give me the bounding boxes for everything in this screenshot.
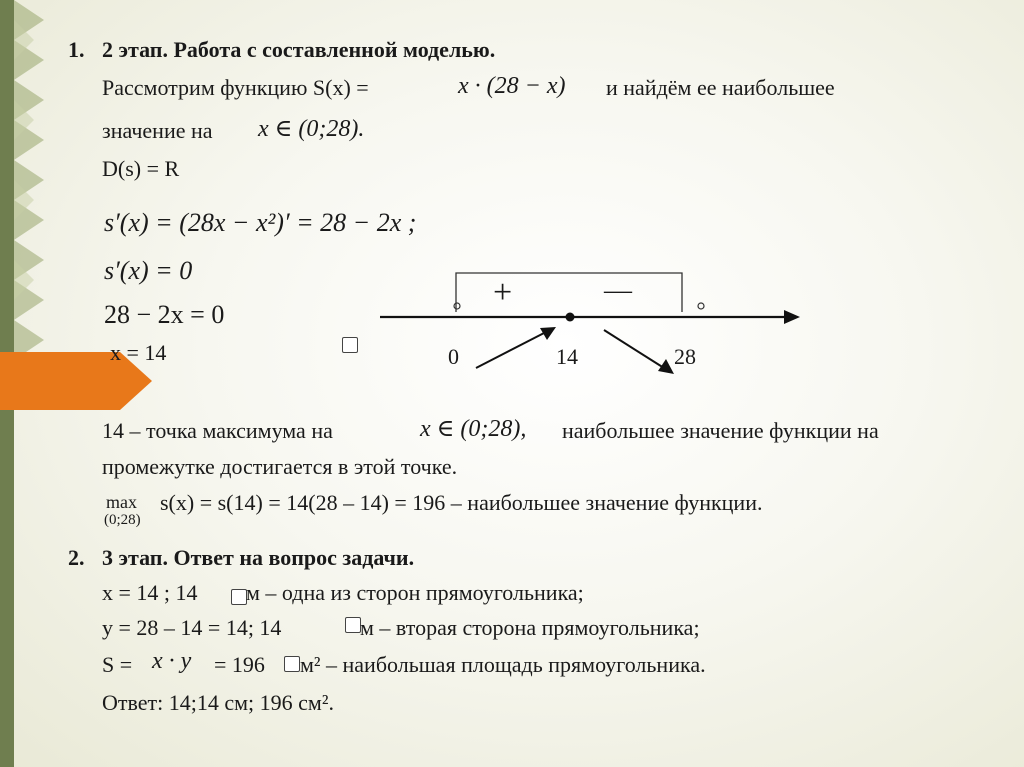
missing-glyph-box (345, 617, 361, 633)
x-value-line: x = 14 (110, 340, 167, 365)
max-text-prefix: 14 – точка максимума на (102, 418, 333, 443)
function-expression: x · (28 − x) (458, 73, 566, 99)
missing-glyph-box (284, 656, 300, 672)
stage2-heading: 2 этап. Работа с составленной моделью. (102, 37, 496, 62)
domain-line: D(s) = R (102, 156, 180, 181)
tick-label-14: 14 (556, 344, 578, 369)
max-interval: x ∈ (0;28), (420, 416, 527, 442)
area-expression: x · y (152, 648, 192, 674)
final-answer: Ответ: 14;14 см; 196 см². (102, 690, 334, 715)
interval-expression: x ∈ (0;28). (258, 116, 365, 142)
item-number-1: 1. (68, 37, 85, 62)
max-text-suffix: наибольшее значение функции на (562, 418, 879, 443)
area-value: = 196 (214, 652, 265, 677)
number-line-diagram (370, 260, 810, 380)
max-point (566, 313, 575, 322)
derivative-formula: s′(x) = (28x − x²)′ = 28 − 2x ; (104, 208, 417, 237)
value-on-label: значение на (102, 118, 213, 143)
derivative-zero: s′(x) = 0 (104, 256, 193, 285)
area-label: S = (102, 652, 133, 677)
minus-sign: — (604, 275, 632, 306)
tick-label-0: 0 (448, 344, 459, 369)
tick-label-28: 28 (674, 344, 696, 369)
missing-glyph-box (231, 589, 247, 605)
missing-glyph-box (342, 337, 358, 353)
answer-x-rest: м – одна из сторон прямоугольника; (246, 580, 584, 605)
item-number-2: 2. (68, 545, 85, 570)
answer-y-rest: м – вторая сторона прямоугольника; (360, 615, 700, 640)
answer-x-line: x = 14 ; 14 (102, 580, 198, 605)
consider-prefix: Рассмотрим функцию S(x) = (102, 75, 369, 100)
stage3-heading: 3 этап. Ответ на вопрос задачи. (102, 545, 415, 570)
axis-arrow-head (784, 310, 800, 324)
max-subscript: (0;28) (104, 512, 141, 528)
plus-sign: + (493, 274, 513, 311)
sign-bracket (456, 273, 682, 312)
open-point-28 (698, 303, 704, 309)
area-rest: м² – наибольшая площадь прямоугольника. (300, 652, 706, 677)
max-label: max (106, 492, 137, 512)
decreasing-arrow (604, 330, 664, 368)
max-result: s(x) = s(14) = 14(28 – 14) = 196 – наибольшее значение функции. (160, 490, 763, 515)
answer-y-line: y = 28 – 14 = 14; 14 (102, 615, 282, 640)
open-point-0 (454, 303, 460, 309)
increasing-arrow (476, 332, 546, 368)
consider-suffix: и найдём ее наибольшее (606, 75, 835, 100)
equation-line: 28 − 2x = 0 (104, 300, 225, 329)
max-text-line2: промежутке достигается в этой точке. (102, 454, 458, 479)
